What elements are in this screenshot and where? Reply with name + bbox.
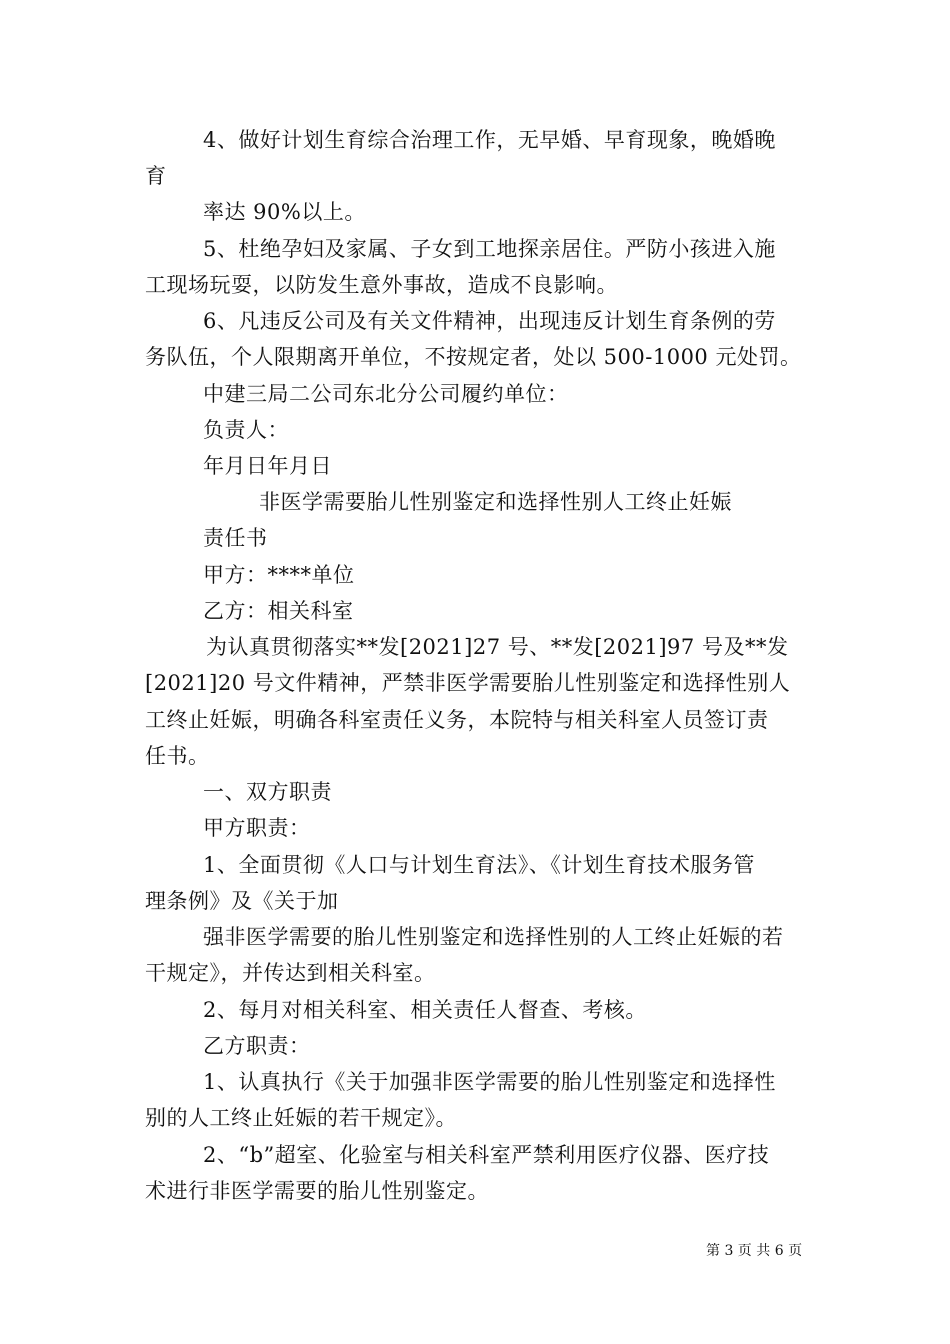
text-line: 乙方：相关科室 [203,599,354,623]
text-line: 5、杜绝孕妇及家属、子女到工地探亲居住。严防小孩进入施 [203,237,776,261]
text-line: 术进行非医学需要的胎儿性别鉴定。 [145,1179,489,1203]
text-line: 强非医学需要的胎儿性别鉴定和选择性别的人工终止妊娠的若 [203,925,784,949]
text-line: 6、凡违反公司及有关文件精神，出现违反计划生育条例的劳 [203,309,776,333]
text-line: 年月日年月日 [203,454,332,478]
text-line: 2、每月对相关科室、相关责任人督查、考核。 [203,998,647,1022]
text-line: 甲方职责： [203,816,311,840]
text-line: 工终止妊娠，明确各科室责任义务，本院特与相关科室人员签订责 [145,708,769,732]
text-line: 1、全面贯彻《人口与计划生育法》、《计划生育技术服务管 [203,853,755,877]
text-line: [2021]20 号文件精神，严禁非医学需要胎儿性别鉴定和选择性别人 [145,671,791,695]
section-title: 非医学需要胎儿性别鉴定和选择性别人工终止妊娠 [259,490,732,514]
text-line: 责任书 [203,526,268,550]
text-line: 乙方职责： [203,1034,311,1058]
text-line: 干规定》，并传达到相关科室。 [145,961,436,985]
text-line: 率达 90%以上。 [203,200,366,224]
text-line: 4、做好计划生育综合治理工作，无早婚、早育现象，晚婚晚 [203,128,776,152]
text-line: 2、“b”超室、化验室与相关科室严禁利用医疗仪器、医疗技 [203,1143,770,1167]
text-line: 别的人工终止妊娠的若干规定》。 [145,1106,457,1130]
text-line: 中建三局二公司东北分公司履约单位： [203,382,569,406]
text-line: 甲方：****单位 [203,563,355,587]
text-line: 1、认真执行《关于加强非医学需要的胎儿性别鉴定和选择性 [203,1070,776,1094]
text-line: 工现场玩耍，以防发生意外事故，造成不良影响。 [145,273,618,297]
text-line: 务队伍，个人限期离开单位，不按规定者，处以 500-1000 元处罚。 [145,345,802,369]
page-number: 第 3 页 共 6 页 [706,1243,803,1259]
text-line: 负责人： [203,418,289,442]
text-line: 任书。 [145,744,210,768]
text-line: 理条例》及《关于加 [145,889,339,913]
text-line: 育 [145,164,167,188]
text-line: 为认真贯彻落实**发[2021]27 号、**发[2021]97 号及**发 [206,635,789,659]
text-line: 一、双方职责 [203,780,332,804]
